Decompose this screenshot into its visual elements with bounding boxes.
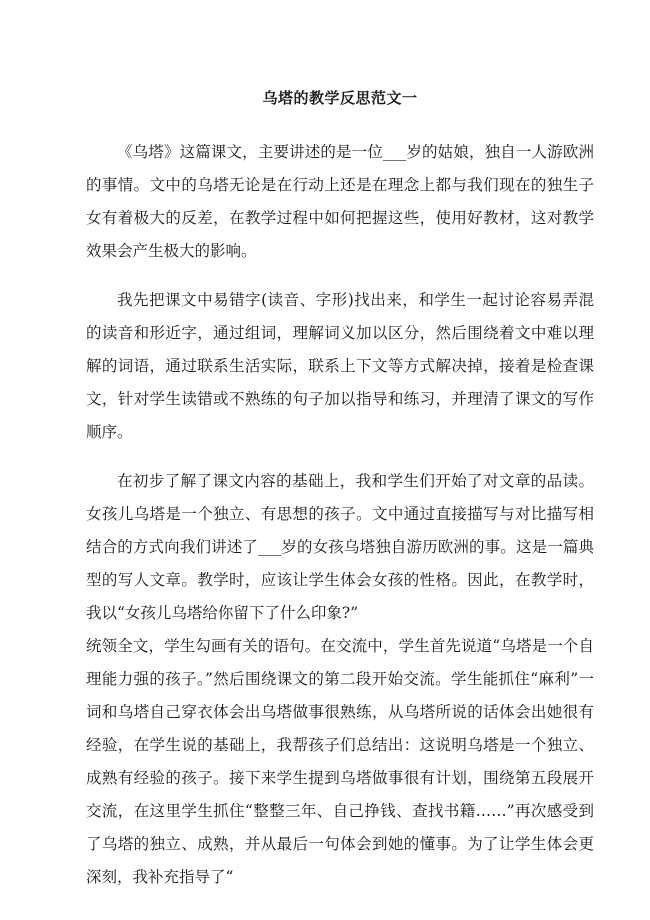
- paragraph-1: 《乌塔》这篇课文，主要讲述的是一位___岁的姑娘，独自一人游欧洲的事情。文中的乌塔无论是在行动上还是在理念上都与我们现在的独生子女有着极大的反差，在教学过程中如何把握这些，使用好教材，这对教学效果会产生极大的影响。: [86, 143, 594, 260]
- paragraph-4: 统领全文，学生勾画有关的语句。在交流中，学生首先说道“乌塔是一个自理能力强的孩子。”然后围绕课文的第二段开始交流。学生能抓住“麻利”一词和乌塔自己穿衣体会出乌塔做事很熟练，从乌塔所说的话体会出她很有经验，在学生说的基础上，我帮孩子们总结出：这说明乌塔是一个独立、成熟有经验的孩子。接下来学生提到乌塔做事很有计划，围绕第五段展开交流，在这里学生抓住“整整三年、自己挣钱、查找书籍……”再次感受到了乌塔的独立、成熟，并从最后一句体会到她的懂事。为了让学生体会更深刻，我补充指导了“: [86, 637, 594, 886]
- document-title: 乌塔的教学反思范文一: [262, 89, 418, 107]
- paragraph-3: 在初步了解了课文内容的基础上，我和学生们开始了对文章的品读。女孩儿乌塔是一个独立、有思想的孩子。文中通过直接描写与对比描写相结合的方式向我们讲述了___岁的女孩乌塔独自游历欧洲的事。这是一篇典型的写人文章。教学时，应该让学生体会女孩的性格。因此，在教学时，我以“女孩儿乌塔给你留下了什么印象?”: [86, 472, 594, 622]
- paragraph-2: 我先把课文中易错字(读音、字形)找出来，和学生一起讨论容易弄混的读音和形近字，通过组词，理解词义加以区分，然后围绕着文中难以理解的词语，通过联系生活实际，联系上下文等方式解决掉，接着是检查课文，针对学生读错或不熟练的句子加以指导和练习，并理清了课文的写作顺序。: [86, 291, 594, 441]
